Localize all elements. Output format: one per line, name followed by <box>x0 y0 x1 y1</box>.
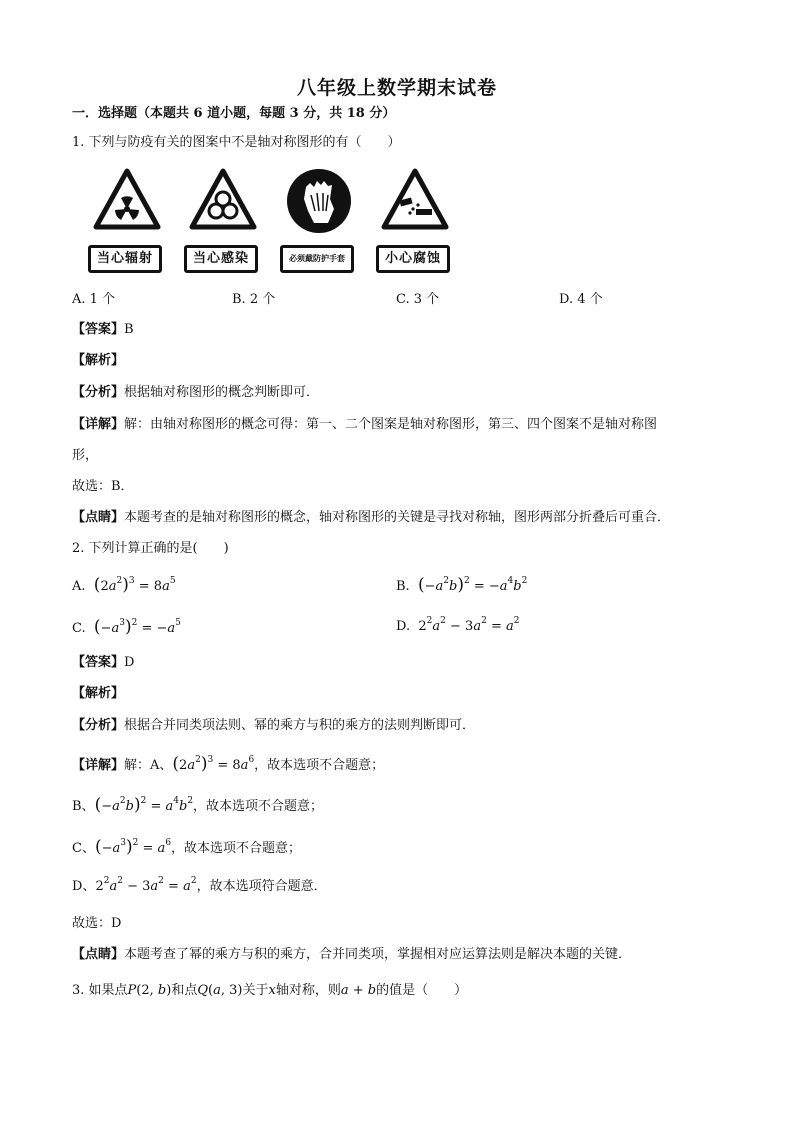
answer-value: B <box>124 322 134 337</box>
q1-option-b: B. 2 个 <box>232 292 276 307</box>
q2-xiangjie-a <box>72 755 384 775</box>
page-title: 八年级上数学期末试卷 <box>296 77 497 99</box>
q2-fenxi <box>72 717 475 735</box>
fenxi-text: 根据轴对称图形的概念判断即可． <box>124 385 320 400</box>
q1-option-d: D. 4 个 <box>559 292 603 307</box>
q1-option-a: A. 1 个 <box>72 292 116 307</box>
fenxi-tag: 【分析】 <box>72 385 125 400</box>
q1-dianjing <box>72 509 670 527</box>
dianjing-tag: 【点睛】 <box>72 510 125 525</box>
formula: x <box>268 983 276 998</box>
q1-xiangjie <box>72 416 657 434</box>
xiangjie-prefix: 解：A、 <box>124 758 173 773</box>
formula: Q(a, 3) <box>197 983 243 998</box>
q1-option-c: C. 3 个 <box>396 292 440 307</box>
formula: $(2a^2)^3 = 8a^6$ <box>172 754 255 774</box>
q2-option-b: B. $(-a^2b)^2 = -a^4b^2$ <box>396 575 528 595</box>
q1-xiangjie-cont: 形， <box>72 448 99 463</box>
formula: $(-a^3)^2 = -a^5$ <box>93 617 181 637</box>
q2-option-a: A. $(2a^2)^3 = 8a^5$ <box>72 575 176 595</box>
sign-glove <box>280 165 358 280</box>
line-suffix: ，故本选项不合题意； <box>193 799 324 814</box>
q1-choose: 故选：B． <box>72 479 134 494</box>
fenxi-tag: 【分析】 <box>72 718 125 733</box>
q1-stem: 1. 下列与防疫有关的图案中不是轴对称图形的有（ ） <box>72 135 401 150</box>
sign-label: 当心感染 <box>184 245 258 273</box>
stem-part: 和点 <box>171 983 198 998</box>
q2-xiangjie-d <box>72 878 327 896</box>
formula: $(2a^2)^3 = 8a^5$ <box>93 575 176 595</box>
biohazard-icon <box>188 165 258 235</box>
q2-choose: 故选：D <box>72 916 122 931</box>
answer-value: D <box>124 655 135 670</box>
dianjing-text: 本题考查了幂的乘方与积的乘方，合并同类项，掌握相对应运算法则是解决本题的关键． <box>124 947 632 962</box>
stem-part: 关于 <box>242 983 269 998</box>
formula: $2^2a^2 - 3a^2 = a^2$ <box>95 876 197 894</box>
sign-biohazard <box>184 165 262 280</box>
answer-tag: 【答案】 <box>72 655 125 670</box>
stem-part: 轴对称，则 <box>275 983 341 998</box>
q2-xiangjie-b <box>72 796 323 816</box>
q1-figure-row <box>88 165 458 280</box>
line-suffix: ，故本选项不合题意； <box>171 841 302 856</box>
xiangjie-tag: 【详解】 <box>72 758 125 773</box>
q2-option-c: C. $(-a^3)^2 = -a^5$ <box>72 617 181 637</box>
stem-part: 3. 如果点 <box>72 983 128 998</box>
formula: $(-a^3)^2 = a^6$ <box>94 837 172 857</box>
formula: a + b <box>340 983 377 998</box>
dianjing-tag: 【点睛】 <box>72 947 125 962</box>
section-heading: 一．选择题（本题共 6 道小题，每题 3 分，共 18 分） <box>72 106 396 121</box>
q1-fenxi <box>72 384 319 402</box>
formula: P(2, b) <box>127 983 172 998</box>
glove-icon <box>284 165 354 235</box>
xiangjie-tag: 【详解】 <box>72 417 125 432</box>
q2-answer <box>72 654 134 672</box>
formula: $(-a^2b)^2 = a^4b^2$ <box>94 795 194 815</box>
corrosion-icon <box>380 165 450 235</box>
dianjing-text: 本题考查的是轴对称图形的概念，轴对称图形的关键是寻找对称轴，图形两部分折叠后可重合． <box>124 510 671 525</box>
q2-xiangjie-c <box>72 838 301 858</box>
q2-stem: 2. 下列计算正确的是( ) <box>72 541 229 556</box>
sign-label: 必须戴防护手套 <box>280 245 354 273</box>
q2-dianjing <box>72 946 631 964</box>
line-prefix: C、 <box>72 841 95 856</box>
q2-option-d: D. $2^2a^2 - 3a^2 = a^2$ <box>396 616 520 634</box>
line-prefix: B、 <box>72 799 95 814</box>
q3-stem <box>72 982 467 1000</box>
fenxi-text: 根据合并同类项法则、幂的乘方与积的乘方的法则判断即可． <box>124 718 476 733</box>
formula: $(-a^2b)^2 = -a^4b^2$ <box>417 575 528 595</box>
formula: $2^2a^2 - 3a^2 = a^2$ <box>418 616 520 634</box>
sign-radiation <box>88 165 166 280</box>
answer-tag: 【答案】 <box>72 322 125 337</box>
line-prefix: D、 <box>72 879 96 894</box>
stem-part: 的值是（ ） <box>376 983 468 998</box>
line-suffix: ，故本选项不合题意； <box>254 758 385 773</box>
q2-analysis-tag: 【解析】 <box>72 686 125 701</box>
line-suffix: ，故本选项符合题意． <box>196 879 327 894</box>
sign-label: 小心腐蚀 <box>376 245 450 273</box>
q1-analysis-tag: 【解析】 <box>72 353 125 368</box>
radiation-icon <box>92 165 162 235</box>
q1-answer <box>72 321 134 339</box>
xiangjie-text: 解：由轴对称图形的概念可得：第一、二个图案是轴对称图形，第三、四个图案不是轴对称图 <box>124 417 658 432</box>
sign-label: 当心辐射 <box>88 245 162 273</box>
sign-corrosion <box>376 165 454 280</box>
